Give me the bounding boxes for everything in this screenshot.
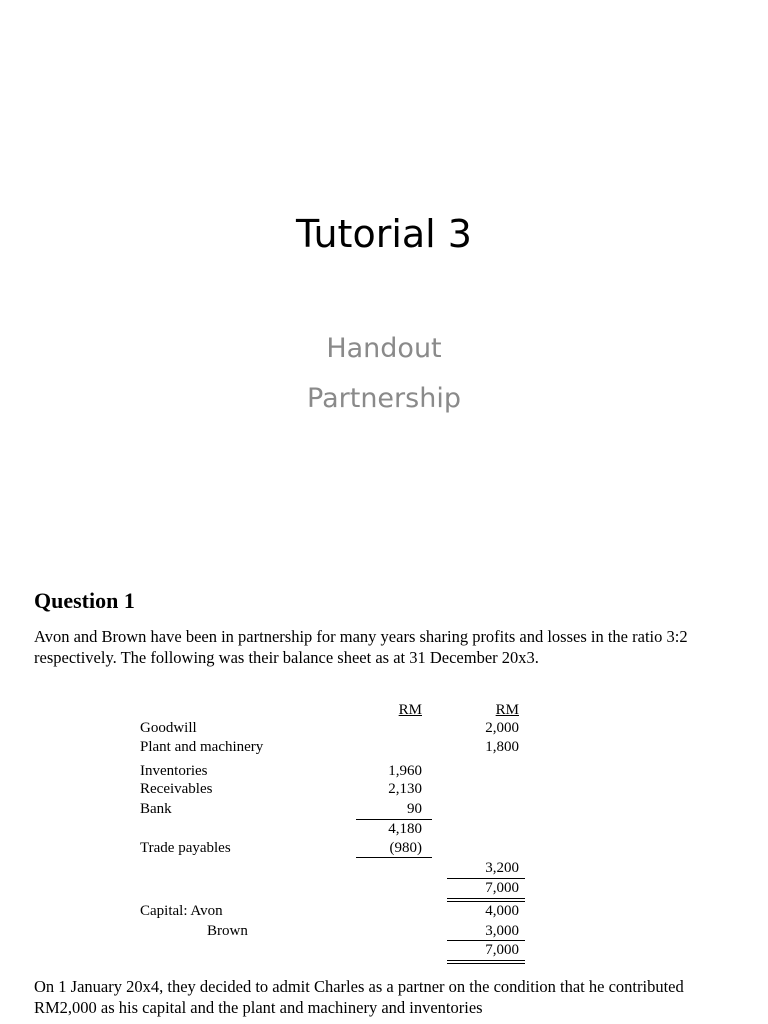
row-label-plant: Plant and machinery: [140, 739, 264, 755]
double-rule-total-capital-1: [447, 960, 525, 961]
row-label-receivables: Receivables: [140, 781, 213, 797]
row-label-capital-avon: Capital: Avon: [140, 903, 223, 919]
value-total-capital: 7,000: [485, 942, 519, 958]
slide-subtitle-partnership: Partnership: [307, 383, 461, 414]
question-heading: Question 1: [34, 588, 135, 613]
value-receivables: 2,130: [388, 781, 422, 797]
value-trade-payables: (980): [389, 840, 422, 856]
value-capital-avon: 4,000: [485, 903, 519, 919]
value-current-total: 4,180: [388, 821, 422, 837]
question-continuation: On 1 January 20x4, they decided to admit Charles as a partner on the condition that he contributed RM2,000 as his capital and the plant and machinery and inventories: [34, 977, 684, 1017]
value-net-current: 3,200: [485, 860, 519, 876]
slide-subtitle-handout: Handout: [326, 333, 442, 364]
row-label-goodwill: Goodwill: [140, 720, 197, 736]
value-plant: 1,800: [485, 739, 519, 755]
question-intro: Avon and Brown have been in partnership for many years sharing profits and losses in the ratio 3:2 respectively. The following was their balance sheet as at 31 December 20x3.: [34, 627, 688, 667]
row-label-trade-payables: Trade payables: [140, 840, 231, 856]
value-bank: 90: [407, 801, 422, 817]
row-label-capital-brown: Brown: [207, 923, 248, 939]
slide-title: Tutorial 3: [296, 212, 472, 256]
value-capital-brown: 3,000: [485, 923, 519, 939]
value-total-assets: 7,000: [485, 880, 519, 896]
column-header-rm-2: RM: [495, 702, 519, 718]
value-goodwill: 2,000: [485, 720, 519, 736]
question-block: [34, 588, 744, 668]
double-rule-total-assets-1: [447, 898, 525, 899]
row-label-bank: Bank: [140, 801, 172, 817]
value-inventories: 1,960: [388, 763, 422, 779]
double-rule-total-capital-2: [447, 963, 525, 964]
column-header-rm-1: RM: [398, 702, 422, 718]
rule-under-payables: [356, 857, 432, 858]
row-label-inventories: Inventories: [140, 763, 208, 779]
